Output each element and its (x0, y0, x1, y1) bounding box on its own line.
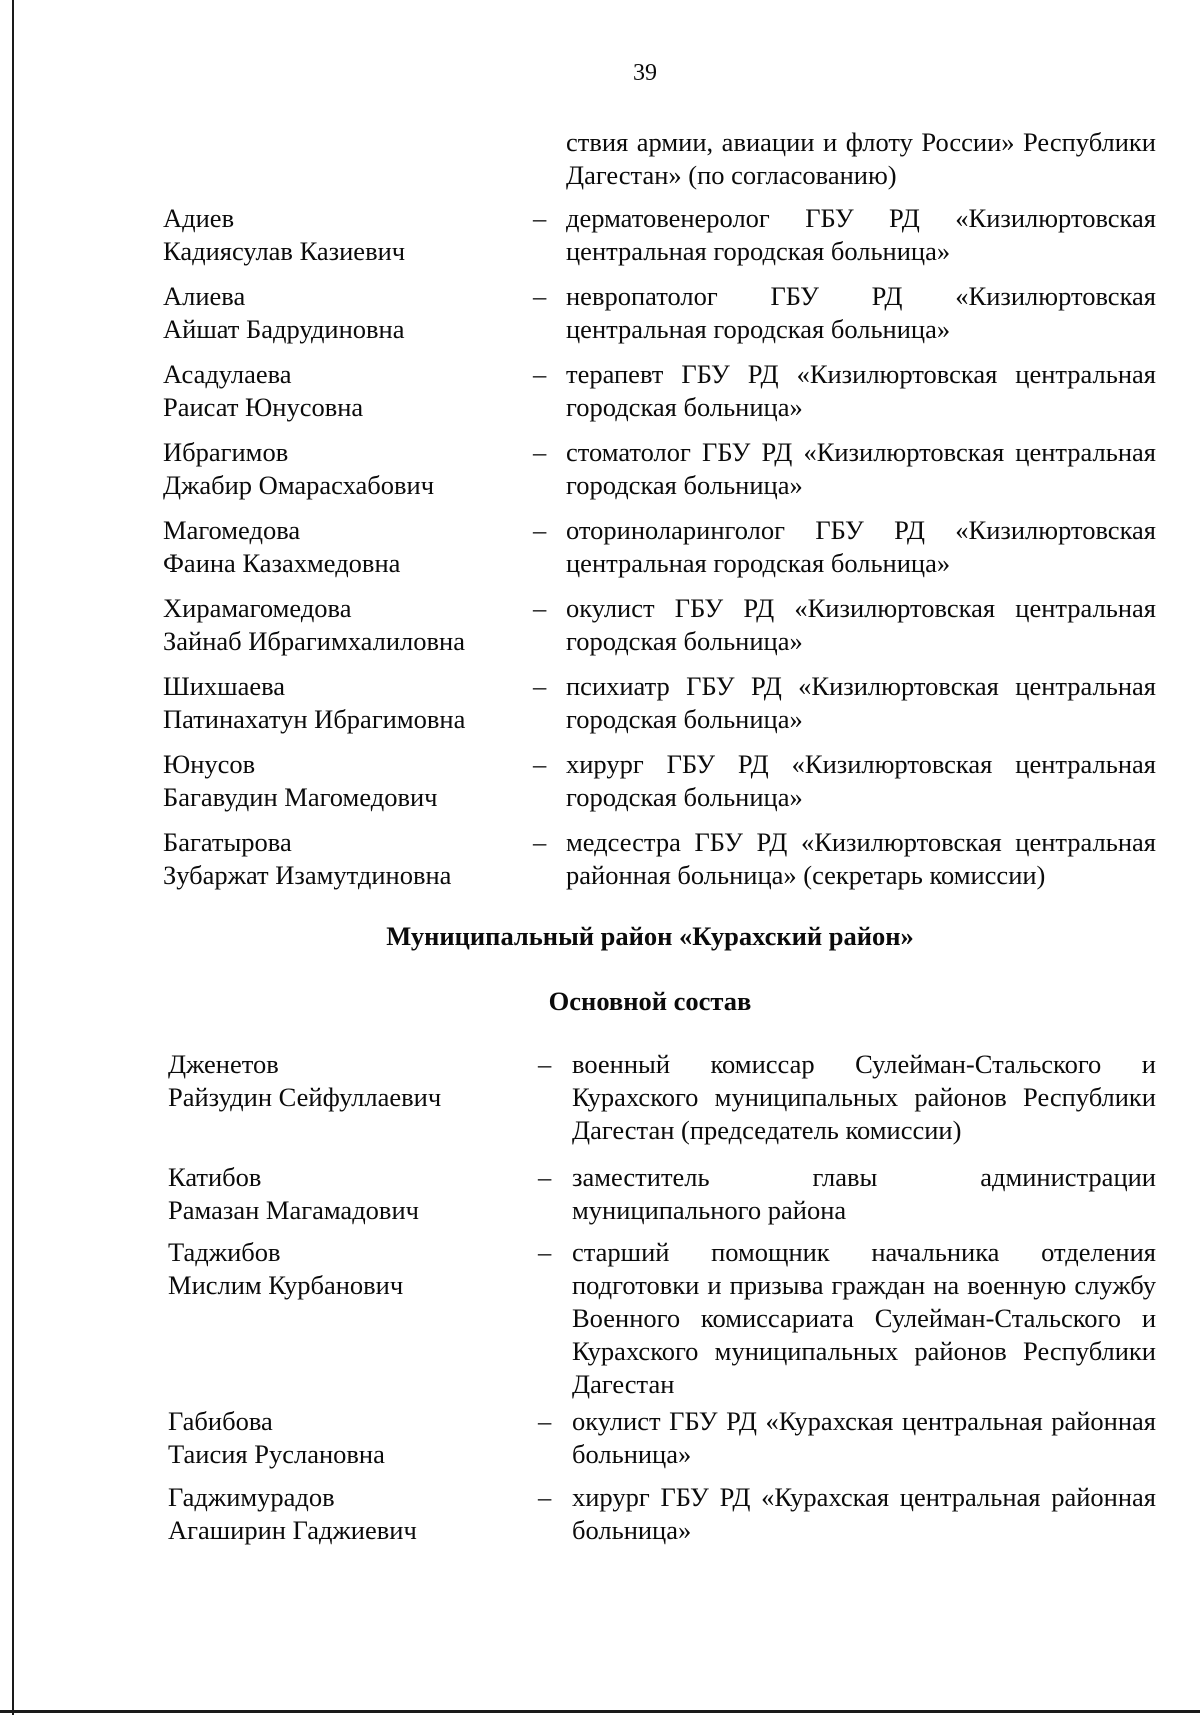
separator-dash: – (533, 593, 547, 623)
member-name (163, 826, 523, 892)
separator-dash: – (533, 515, 547, 545)
member-surname: Юнусов (163, 749, 256, 779)
member-surname: Адиев (163, 203, 235, 233)
member-entry (0, 1161, 1200, 1239)
member-role: хирург ГБУ РД «Курахская центральная районная больница» (572, 1482, 1156, 1545)
bottom-edge-line (0, 1710, 1200, 1713)
member-name (168, 1236, 528, 1302)
member-role: невропатолог ГБУ РД «Кизилюртовская центральная городская больница» (566, 281, 1156, 344)
member-entry (0, 1236, 1200, 1399)
member-role: военный комиссар Сулейман-Стальского и Курахского муниципальных районов Республики Дагестан (председатель комиссии) (572, 1049, 1156, 1145)
member-surname: Катибов (168, 1162, 262, 1192)
member-given-names: Раисат Юнусовна (163, 392, 364, 422)
member-surname: Магомедова (163, 515, 301, 545)
member-given-names: Айшат Бадрудиновна (163, 314, 405, 344)
member-entry (0, 280, 1200, 358)
member-entry (0, 1405, 1200, 1483)
member-name (163, 280, 523, 346)
member-given-names: Багавудин Магомедович (163, 782, 438, 812)
separator-dash: – (533, 359, 547, 389)
member-surname: Ибрагимов (163, 437, 289, 467)
separator-dash: – (538, 1162, 552, 1192)
member-entry (0, 436, 1200, 514)
member-role: стоматолог ГБУ РД «Кизилюртовская центральная городская больница» (566, 437, 1156, 500)
member-surname: Шихшаева (163, 671, 286, 701)
member-name (163, 436, 523, 502)
member-entry (0, 514, 1200, 592)
separator-dash: – (533, 749, 547, 779)
page-number: 39 (633, 60, 657, 86)
member-surname: Багатырова (163, 827, 292, 857)
separator-dash: – (533, 671, 547, 701)
member-role: терапевт ГБУ РД «Кизилюртовская центральная городская больница» (566, 359, 1156, 422)
member-role: хирург ГБУ РД «Кизилюртовская центральная городская больница» (566, 749, 1156, 812)
member-given-names: Таисия Руслановна (168, 1439, 385, 1469)
member-entry (0, 670, 1200, 748)
member-name (163, 202, 523, 268)
member-role: окулист ГБУ РД «Курахская центральная районная больница» (572, 1406, 1156, 1469)
member-given-names: Мислим Курбанович (168, 1270, 404, 1300)
member-role: старший помощник начальника отделения подготовки и призыва граждан на военную службу Военного комиссариата Сулейман-Стальского и Курахского муниципальных районов Республики Дагестан (572, 1237, 1156, 1399)
member-role: дерматовенеролог ГБУ РД «Кизилюртовская центральная городская больница» (566, 203, 1156, 266)
member-entry (0, 826, 1200, 904)
member-name (168, 1481, 528, 1547)
member-name (163, 358, 523, 424)
member-entry (0, 358, 1200, 436)
member-surname: Хирамагомедова (163, 593, 352, 623)
separator-dash: – (538, 1482, 552, 1512)
member-given-names: Фаина Казахмедовна (163, 548, 401, 578)
member-given-names: Зайнаб Ибрагимхалиловна (163, 626, 465, 656)
member-given-names: Райзудин Сейфуллаевич (168, 1082, 442, 1112)
member-name (168, 1405, 528, 1471)
member-name (163, 592, 523, 658)
member-name (168, 1161, 528, 1227)
member-name (168, 1048, 528, 1114)
member-given-names: Патинахатун Ибрагимовна (163, 704, 466, 734)
separator-dash: – (533, 203, 547, 233)
member-surname: Таджибов (168, 1237, 281, 1267)
member-name (163, 514, 523, 580)
member-entry (0, 592, 1200, 670)
member-surname: Дженетов (168, 1049, 279, 1079)
separator-dash: – (533, 827, 547, 857)
member-name (163, 670, 523, 736)
separator-dash: – (538, 1049, 552, 1079)
composition-heading: Основной состав (548, 986, 752, 1016)
continued-role-text: ствия армии, авиации и флоту России» Республики Дагестан» (по согласованию) (566, 127, 1156, 190)
member-given-names: Кадиясулав Казиевич (163, 236, 406, 266)
member-entry (0, 1048, 1200, 1145)
member-given-names: Джабир Омарасхабович (163, 470, 435, 500)
member-given-names: Агаширин Гаджиевич (168, 1515, 417, 1545)
member-given-names: Зубаржат Изамутдиновна (163, 860, 452, 890)
member-role: заместитель главы администрации муниципального района (572, 1162, 1156, 1225)
district-heading: Муниципальный район «Курахский район» (386, 921, 914, 951)
member-entry (0, 748, 1200, 826)
member-role: оториноларинголог ГБУ РД «Кизилюртовская центральная городская больница» (566, 515, 1156, 578)
member-surname: Асадулаева (163, 359, 292, 389)
member-role: медсестра ГБУ РД «Кизилюртовская центральная районная больница» (секретарь комиссии) (566, 827, 1156, 890)
member-entry (0, 1481, 1200, 1559)
member-given-names: Рамазан Магамадович (168, 1195, 419, 1225)
member-role: психиатр ГБУ РД «Кизилюртовская центральная городская больница» (566, 671, 1156, 734)
member-surname: Габибова (168, 1406, 273, 1436)
member-role: окулист ГБУ РД «Кизилюртовская центральная городская больница» (566, 593, 1156, 656)
separator-dash: – (533, 437, 547, 467)
member-surname: Алиева (163, 281, 246, 311)
member-name (163, 748, 523, 814)
member-entry (0, 202, 1200, 280)
member-surname: Гаджимурадов (168, 1482, 335, 1512)
separator-dash: – (538, 1237, 552, 1267)
member-list-kizilyurt (0, 202, 1200, 904)
separator-dash: – (533, 281, 547, 311)
separator-dash: – (538, 1406, 552, 1436)
